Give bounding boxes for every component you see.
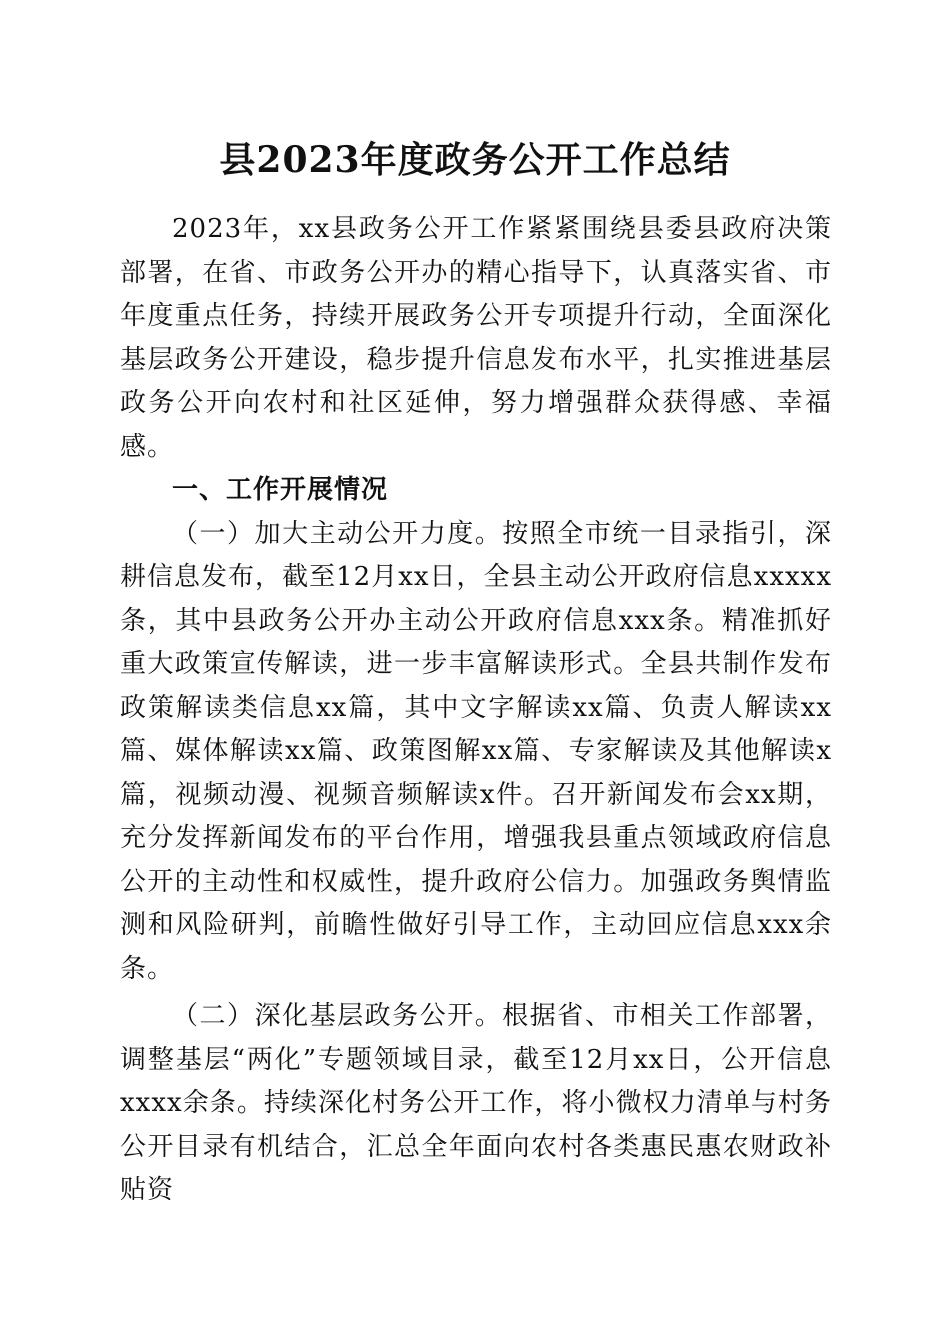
section-heading: 一、工作开展情况 <box>172 475 389 505</box>
paragraph-active-disclosure: （一）加大主动公开力度。按照全市统一目录指引，深耕信息发布，截至12月xx日，全县主动公开政府信息xxxxx条，其中县政务公开办主动公开政府信息xxx条。精准抓好重大政策宣传解读，进一步丰富解读形式。全县共制作发布政策解读类信息xx篇，其中文字解读xx篇、负责人解读xx篇、媒体解读xx篇、政策图解xx篇、专家解读及其他解读x篇，视频动漫、视频音频解读x件。召开新闻发布会xx期，充分发挥新闻发布的平台作用，增强我县重点领域政府信息公开的主动性和权威性，提升政府公信力。加强政务舆情监测和风险研判，前瞻性做好引导工作，主动回应信息xxx余条。 <box>120 518 832 984</box>
intro-paragraph: 2023年，xx县政务公开工作紧紧围绕县委县政府决策部署，在省、市政务公开办的精心指导下，认真落实省、市年度重点任务，持续开展政务公开专项提升行动，全面深化基层政务公开建设，稳步提升信息发布水平，扎实推进基层政务公开向农村和社区延伸，努力增强群众获得感、幸福感。 <box>120 214 832 462</box>
paragraph-grassroots-disclosure: （二）深化基层政务公开。根据省、市相关工作部署，调整基层“两化”专题领域目录，截至12月xx日，公开信息xxxx余条。持续深化村务公开工作，将小微权力清单与村务公开目录有机结合，汇总全年面向农村各类惠民惠农财政补贴资 <box>120 1001 832 1205</box>
document-title: 县2023年度政务公开工作总结 <box>219 139 731 181</box>
document-body <box>120 208 832 1213</box>
